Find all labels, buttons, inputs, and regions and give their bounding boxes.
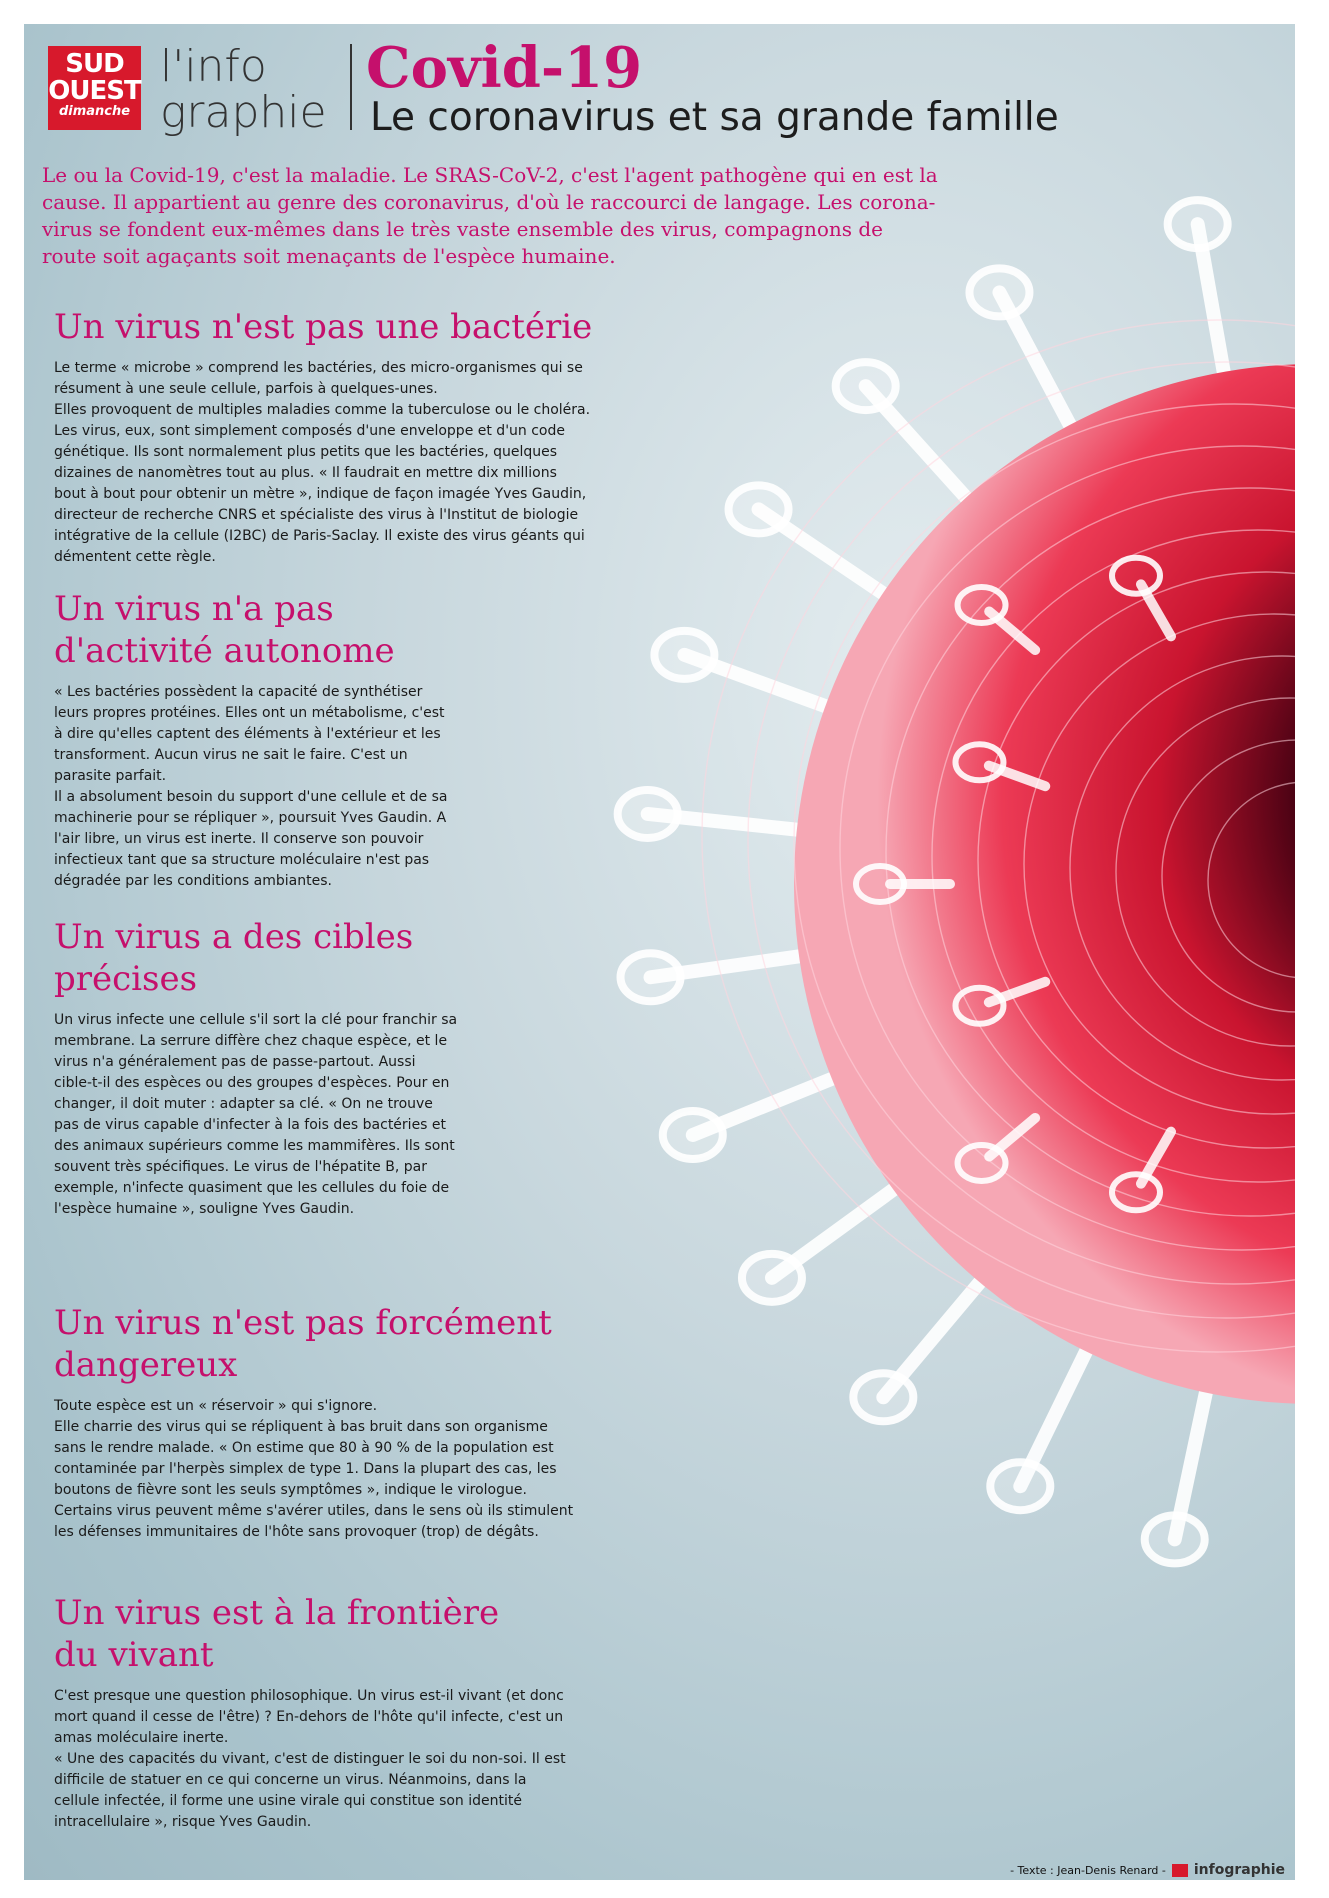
credit-line <box>1010 1862 1285 1878</box>
credit-brand: infographie <box>1193 1862 1285 1878</box>
section-not-bacteria <box>54 306 614 568</box>
brand-line-1: l'info <box>160 41 267 92</box>
section-body: « Les bactéries possèdent la capacité de synthétiser leurs propres protéines. Elles ont un métabolisme, c'est à dire qu'elles captent des éléments à l'extérieur et les transforment. Aucun virus ne sait le faire. C'est un parasite parfait. Il a absolument besoin du support d'une cellule et de sa machinerie pour se répliquer », poursuit Yves Gaudin. A l'air libre, un virus est inerte. Il conserve son pouvoir infectieux tant que sa structure moléculaire n'est pas dégradée par les conditions ambiantes. <box>54 684 448 889</box>
virus-spike-head <box>1145 1515 1205 1563</box>
logo-line-1: SUD <box>65 49 124 79</box>
sud-ouest-logo <box>48 46 141 130</box>
virus-spike-head <box>654 631 714 679</box>
sud-ouest-mini-logo <box>1172 1864 1188 1877</box>
section-body: Toute espèce est un « réservoir » qui s'ignore. Elle charrie des virus qui se répliquent à bas bruit dans son organisme sans le rendre malade. « On estime que 80 à 90 % de la population est contaminée par l'herpès simplex de type 1. Dans la plupart des cas, les boutons de fièvre sont les seuls symptômes », indique le virologue. Certains virus peuvent même s'avérer utiles, dans le sens où ils stimulent les défenses immunitaires de l'hôte sans provoquer (trop) de dégâts. <box>54 1398 574 1540</box>
section-body: C'est presque une question philosophique. Un virus est-il vivant (et donc mort quand il cesse de l'être) ? En-dehors de l'hôte qu'il infecte, c'est un amas moléculaire inerte. « Une des capacités du vivant, c'est de distinguer le soi du non-soi. Il est difficile de statuer en ce qui concerne un virus. Néanmoins, dans la cellule infectée, il forme une usine virale qui constitue son identité intracellulaire », risque Yves Gaudin. <box>54 1688 566 1830</box>
header-divider <box>350 44 352 130</box>
credit-text: - Texte : Jean-Denis Renard - <box>1010 1863 1166 1877</box>
section-heading: Un virus est à la frontière du vivant <box>54 1593 500 1675</box>
header <box>48 35 1288 144</box>
section-frontier-of-life <box>54 1592 594 1833</box>
section-heading: Un virus a des cibles précises <box>54 917 414 999</box>
virus-spike-head <box>729 485 789 533</box>
virus-spike-head <box>618 790 678 838</box>
virus-spike-head <box>853 1373 913 1421</box>
page-title: Covid-19 <box>366 35 643 101</box>
virus-spike-head <box>969 268 1029 316</box>
infographie-brand <box>160 41 327 138</box>
section-heading: Un virus n'est pas forcément dangereux <box>54 1303 552 1385</box>
section-not-dangerous <box>54 1302 594 1543</box>
section-body: Un virus infecte une cellule s'il sort la clé pour franchir sa membrane. La serrure diffère chez chaque espèce, et le virus n'a généralement pas de passe-partout. Aussi cible-t-il des espèces ou des groupes d'espèces. Pour en changer, il doit muter : adapter sa clé. « On ne trouve pas de virus capable d'infecter à la fois des bactéries et des animaux supérieurs comme les mammifères. Ils sont souvent très spécifiques. Le virus de l'hépatite B, par exemple, n'infecte quasiment que les cellules du foie de l'espèce humaine », souligne Yves Gaudin. <box>54 1012 458 1217</box>
virus-spike-head <box>742 1254 802 1302</box>
page-subtitle: Le coronavirus et sa grande famille <box>370 95 1059 140</box>
virus-spike-head <box>621 953 681 1001</box>
section-heading: Un virus n'a pas d'activité autonome <box>54 589 395 671</box>
virus-spike-head <box>1168 200 1228 248</box>
section-precise-targets <box>54 916 484 1220</box>
virus-spike-head <box>663 1111 723 1159</box>
brand-line-2: graphie <box>160 87 327 138</box>
section-heading: Un virus n'est pas une bactérie <box>54 307 593 347</box>
logo-line-2: OUEST <box>48 76 141 106</box>
virus-spike-head <box>990 1462 1050 1510</box>
section-no-autonomous-activity <box>54 588 474 892</box>
section-body: Le terme « microbe » comprend les bactéries, des micro-organismes qui se résument à une seule cellule, parfois à quelques-unes. Elles provoquent de multiples maladies comme la tuberculose ou le choléra. Les virus, eux, sont simplement composés d'une enveloppe et d'un code génétique. Ils sont normalement plus petits que les bactéries, quelques dizaines de nanomètres tout au plus. « Il faudrait en mettre dix millions bout à bout pour obtenir un mètre », indique de façon imagée Yves Gaudin, directeur de recherche CNRS et spécialiste des virus à l'Institut de biologie intégrative de la cellule (I2BC) de Paris-Saclay. Il existe des virus géants qui démentent cette règle. <box>54 360 591 565</box>
infographic-page <box>24 24 1295 1880</box>
intro-paragraph: Le ou la Covid-19, c'est la maladie. Le SRAS-CoV-2, c'est l'agent pathogène qui en est la cause. Il appartient au genre des coronavirus, d'où le raccourci de langage. Les corona- virus se fondent eux-mêmes dans le très vaste ensemble des virus, compagnons de route soit agaçants soit menaçants de l'espèce humaine. <box>42 163 938 268</box>
logo-line-3: dimanche <box>58 104 131 119</box>
virus-spike-head <box>836 362 896 410</box>
virus-body <box>794 364 1295 1404</box>
